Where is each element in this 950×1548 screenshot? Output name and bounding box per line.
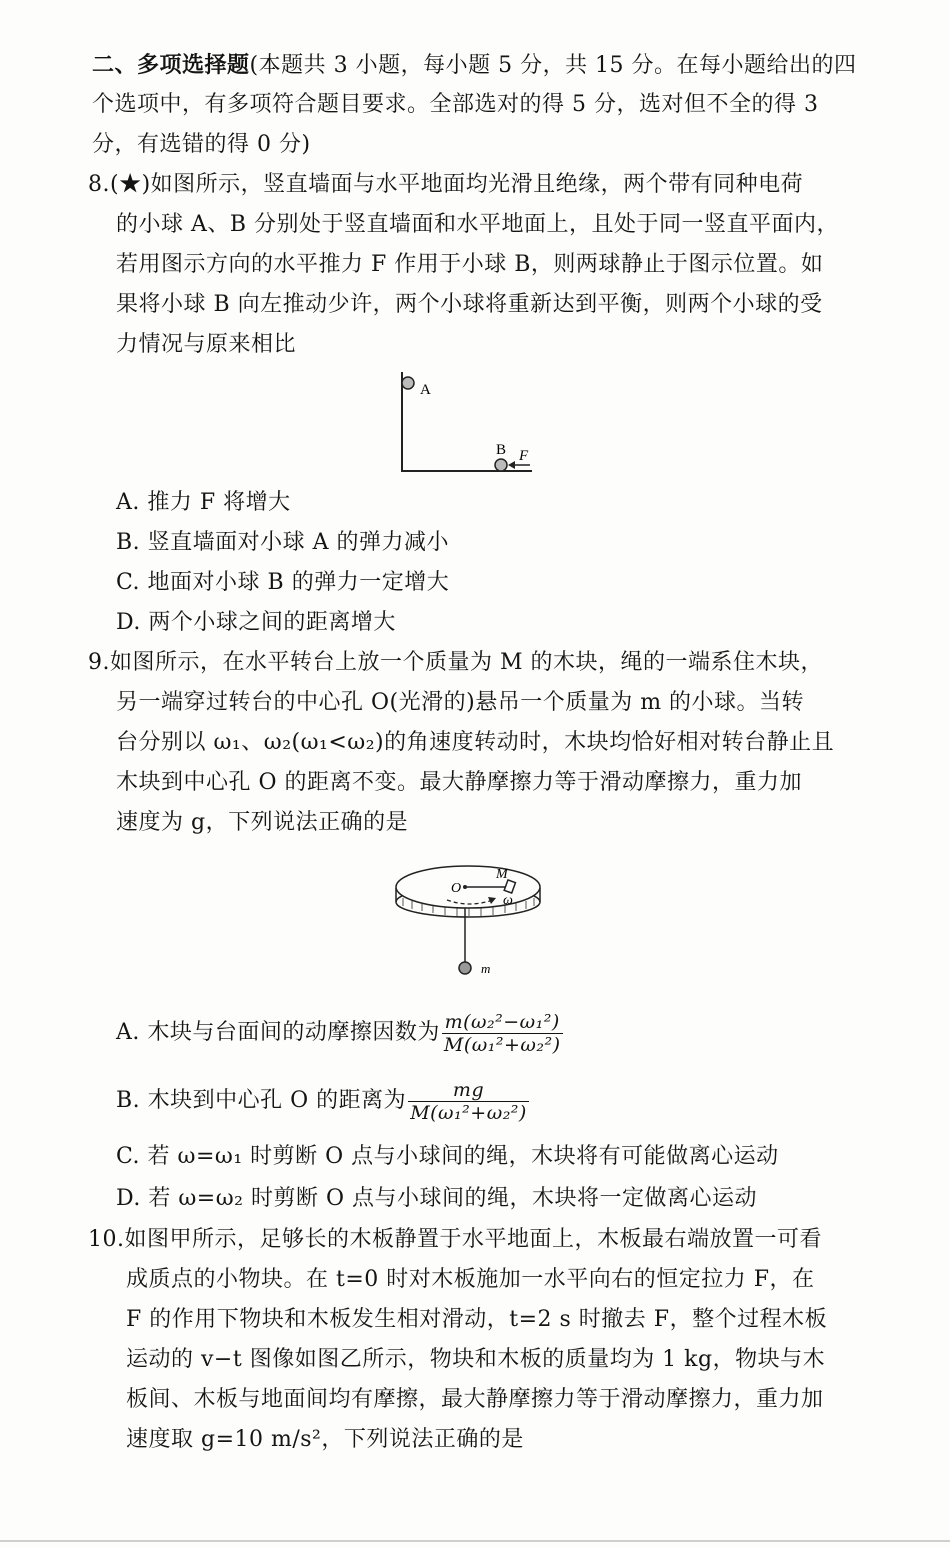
section-intro-line-3: 分，有选错的得 0 分): [92, 132, 311, 157]
q9-line-2: 另一端穿过转台的中心孔 O(光滑的)悬吊一个质量为 m 的小球。当转: [116, 690, 805, 715]
force-arrow-head: [508, 461, 515, 469]
label-m-small: m: [481, 961, 491, 976]
ball-m: [459, 962, 471, 974]
q8-option-c: C. 地面对小球 B 的弹力一定增大: [116, 570, 450, 595]
q10-line-2: 成质点的小物块。在 t=0 时对木板施加一水平向右的恒定拉力 F，在: [126, 1267, 815, 1292]
ball-a: [402, 377, 414, 389]
q9-line-1: [88, 648, 823, 678]
q9-option-a-numerator: m(ω₂²−ω₁²): [442, 1011, 563, 1034]
q9-figure: [385, 848, 555, 978]
label-m-big: M: [496, 867, 508, 882]
label-a: A: [420, 382, 431, 398]
q8-option-d: D. 两个小球之间的距离增大: [116, 610, 396, 635]
q8-figure: [380, 370, 550, 480]
q9-line-5: 速度为 g，下列说法正确的是: [116, 810, 409, 835]
q8-text-1: (★)如图所示，竖直墙面与水平地面均光滑且绝缘，两个带有同种电荷: [110, 172, 804, 197]
q8-line-5: 力情况与原来相比: [116, 332, 297, 357]
q10-line-5: 板间、木板与地面间均有摩擦，最大静摩擦力等于滑动摩擦力，重力加: [126, 1387, 824, 1412]
q9-option-a-fraction: [442, 1011, 563, 1056]
q10-line-1: [88, 1225, 822, 1255]
section-intro-line-2: 个选项中，有多项符合题目要求。全部选对的得 5 分，选对但不全的得 3: [92, 92, 819, 117]
q9-option-b-fraction: [408, 1079, 529, 1124]
q8-line-4: 果将小球 B 向左推动少许，两个小球将重新达到平衡，则两个小球的受: [116, 292, 823, 317]
q8-line-2: 的小球 A、B 分别处于竖直墙面和水平地面上，且处于同一竖直平面内，: [116, 212, 840, 237]
label-o: O: [451, 881, 462, 896]
q8-line-1: [88, 170, 803, 200]
q9-option-b-text: B. 木块到中心孔 O 的距离为: [116, 1088, 407, 1113]
q9-option-a-text: A. 木块与台面间的动摩擦因数为: [116, 1020, 440, 1045]
page-bottom-edge: [0, 1540, 950, 1542]
q8-number: 8.: [88, 172, 110, 197]
q8-option-b: B. 竖直墙面对小球 A 的弹力减小: [116, 530, 450, 555]
q10-line-4: 运动的 v−t 图像如图乙所示，物块和木板的质量均为 1 kg，物块与木: [126, 1347, 826, 1372]
q8-option-a: A. 推力 F 将增大: [116, 490, 291, 515]
section-intro-line-1: [92, 50, 857, 81]
q8-line-3: 若用图示方向的水平推力 F 作用于小球 B，则两球静止于图示位置。如: [116, 252, 824, 277]
label-f: F: [519, 448, 529, 464]
section-heading: 二、多项选择题: [92, 52, 250, 78]
q9-option-a-denominator: M(ω₁²+ω₂²): [443, 1033, 561, 1056]
q9-option-d: D. 若 ω=ω₂ 时剪断 O 点与小球间的绳，木块将一定做离心运动: [116, 1186, 757, 1211]
q9-option-b-numerator: mg: [408, 1079, 529, 1102]
q9-option-b: [116, 1078, 529, 1124]
q10-line-3: F 的作用下物块和木板发生相对滑动，t=2 s 时撤去 F，整个过程木板: [126, 1307, 828, 1332]
q10-text-1: 如图甲所示，足够长的木板静置于水平地面上，木板最右端放置一可看: [124, 1227, 823, 1252]
q10-number: 10.: [88, 1227, 125, 1252]
q9-option-c: C. 若 ω=ω₁ 时剪断 O 点与小球间的绳，木块将有可能做离心运动: [116, 1144, 779, 1169]
q9-line-4: 木块到中心孔 O 的距离不变。最大静摩擦力等于滑动摩擦力，重力加: [116, 770, 803, 795]
ball-b: [495, 459, 507, 471]
q9-option-b-denominator: M(ω₁²+ω₂²): [410, 1101, 527, 1124]
q9-option-a: [116, 1010, 563, 1056]
q9-text-1: 如图所示，在水平转台上放一个质量为 M 的木块，绳的一端系住木块，: [110, 650, 824, 675]
label-b: B: [496, 442, 507, 458]
q9-line-3: 台分别以 ω₁、ω₂(ω₁<ω₂)的角速度转动时，木块均恰好相对转台静止且: [116, 730, 835, 755]
q9-number: 9.: [88, 650, 110, 675]
section-intro-1: (本题共 3 小题，每小题 5 分，共 15 分。在每小题给出的四: [249, 53, 857, 78]
label-omega: ω: [503, 893, 513, 908]
q10-line-6: 速度取 g=10 m/s²，下列说法正确的是: [126, 1427, 524, 1452]
